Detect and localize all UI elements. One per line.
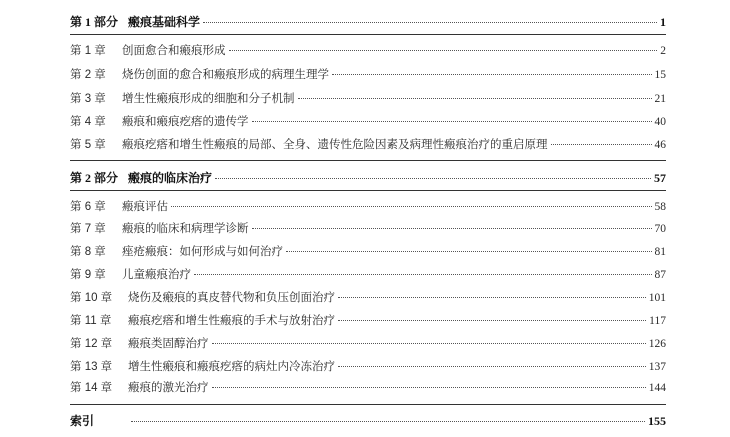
toc-chapter-13[interactable]: [70, 359, 666, 375]
chapter-title: 瘢痕的激光治疗: [128, 382, 209, 394]
page-number: 57: [654, 171, 666, 185]
toc-chapter-11[interactable]: [70, 313, 666, 329]
dot-leader: [215, 178, 651, 179]
page-number: 155: [648, 414, 666, 428]
page-number: 1: [660, 15, 666, 29]
toc-chapter-1[interactable]: [70, 43, 666, 59]
toc-chapter-5[interactable]: [70, 137, 666, 153]
chapter-title: 增生性瘢痕形成的细胞和分子机制: [122, 93, 295, 105]
chapter-label: 第 2 章: [70, 69, 106, 81]
page-number: 21: [654, 93, 666, 105]
dot-leader: [252, 121, 652, 122]
dot-leader: [252, 228, 652, 229]
toc-chapter-4[interactable]: [70, 114, 666, 130]
chapter-label: 第 9 章: [70, 269, 106, 281]
dot-leader: [212, 387, 646, 388]
dot-leader: [131, 421, 645, 422]
toc-chapter-14[interactable]: [70, 380, 666, 396]
separator-rule: [70, 34, 666, 35]
chapter-label: 第 7 章: [70, 223, 106, 235]
part-title: 瘢痕基础科学: [128, 15, 201, 29]
chapter-title: 烧伤创面的愈合和瘢痕形成的病理生理学: [122, 69, 329, 81]
chapter-title: 瘢痕疙瘩和增生性瘢痕的局部、全身、遗传性危险因素及病理性瘢痕治疗的重启原理: [122, 139, 548, 151]
page-number: 15: [654, 69, 666, 81]
chapter-title: 烧伤及瘢痕的真皮替代物和负压创面治疗: [128, 292, 335, 304]
chapter-title: 瘢痕疙瘩和增生性瘢痕的手术与放射治疗: [128, 315, 335, 327]
page-number: 101: [648, 292, 666, 304]
dot-leader: [551, 144, 652, 145]
chapter-title: 痤疮瘢痕：如何形成与如何治疗: [122, 246, 283, 258]
chapter-title: 瘢痕类固醇治疗: [128, 338, 209, 350]
page-number: 2: [660, 45, 666, 57]
toc-chapter-7[interactable]: [70, 221, 666, 237]
page-number: 126: [648, 338, 666, 350]
page-number: 117: [649, 315, 666, 327]
chapter-title: 增生性瘢痕和瘢痕疙瘩的病灶内冷冻治疗: [128, 361, 335, 373]
toc-part-1[interactable]: [70, 14, 666, 30]
chapter-label: 第 5 章: [70, 139, 106, 151]
toc-chapter-2[interactable]: [70, 67, 666, 83]
chapter-label: 第 14 章: [70, 382, 113, 394]
chapter-title: 瘢痕的临床和病理学诊断: [122, 223, 249, 235]
dot-leader: [229, 50, 658, 51]
chapter-title: 瘢痕评估: [122, 201, 168, 213]
dot-leader: [338, 320, 646, 321]
chapter-label: 第 13 章: [70, 361, 113, 373]
chapter-label: 第 1 章: [70, 45, 106, 57]
separator-rule: [70, 190, 666, 191]
part-label: 第 1 部分: [70, 15, 119, 29]
separator-rule: [70, 404, 666, 405]
toc-index[interactable]: [70, 413, 666, 429]
page-number: 46: [654, 139, 666, 151]
page-number: 87: [654, 269, 666, 281]
dot-leader: [298, 98, 652, 99]
dot-leader: [286, 251, 652, 252]
chapter-label: 第 11 章: [70, 315, 112, 327]
dot-leader: [171, 206, 652, 207]
page-number: 137: [648, 361, 666, 373]
dot-leader: [212, 343, 646, 344]
chapter-label: 第 6 章: [70, 201, 106, 213]
chapter-label: 第 4 章: [70, 116, 106, 128]
page-number: 58: [654, 201, 666, 213]
part-label: 第 2 部分: [70, 171, 119, 185]
chapter-label: 第 10 章: [70, 292, 113, 304]
separator-rule: [70, 160, 666, 161]
toc-chapter-9[interactable]: [70, 267, 666, 283]
toc-chapter-3[interactable]: [70, 91, 666, 107]
chapter-label: 第 8 章: [70, 246, 106, 258]
dot-leader: [194, 274, 652, 275]
page-number: 40: [654, 116, 666, 128]
part-title: 瘢痕的临床治疗: [128, 171, 213, 185]
chapter-label: 第 3 章: [70, 93, 106, 105]
dot-leader: [203, 22, 657, 23]
dot-leader: [332, 74, 652, 75]
chapter-title: 创面愈合和瘢痕形成: [122, 45, 226, 57]
toc-chapter-6[interactable]: [70, 199, 666, 215]
page-number: 144: [648, 382, 666, 394]
index-label: 索引: [70, 414, 95, 428]
chapter-label: 第 12 章: [70, 338, 113, 350]
dot-leader: [338, 366, 646, 367]
toc-chapter-8[interactable]: [70, 244, 666, 260]
toc-chapter-10[interactable]: [70, 290, 666, 306]
toc-chapter-12[interactable]: [70, 336, 666, 352]
chapter-title: 儿童瘢痕治疗: [122, 269, 191, 281]
page-number: 81: [654, 246, 666, 258]
page-number: 70: [654, 223, 666, 235]
toc-part-2[interactable]: [70, 170, 666, 186]
chapter-title: 瘢痕和瘢痕疙瘩的遗传学: [122, 116, 249, 128]
dot-leader: [338, 297, 646, 298]
